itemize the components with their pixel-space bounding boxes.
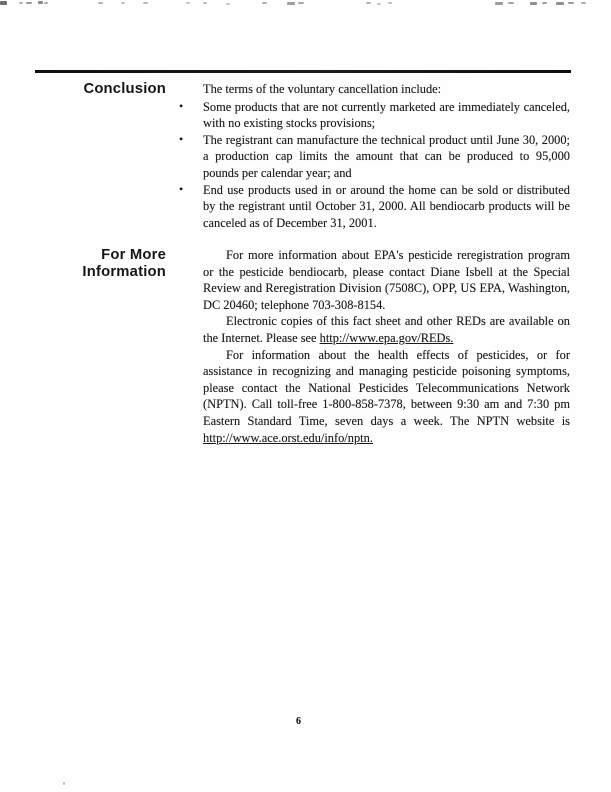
scan-artifact	[366, 2, 371, 4]
page-number: 6	[296, 716, 301, 727]
electronic-copies-text: Electronic copies of this fact sheet and other REDs are available on the Internet. Please see	[203, 314, 570, 345]
bullet-text: Some products that are not currently marketed are immediately canceled, with no existing stocks provisions;	[203, 99, 570, 131]
scan-artifact	[98, 2, 103, 4]
conclusion-heading: Conclusion	[83, 81, 166, 97]
for-more-paragraph-nptn	[203, 347, 570, 447]
scan-artifact	[0, 1, 7, 5]
section-for-more-information	[0, 247, 570, 446]
nptn-website-link[interactable]: http://www.ace.orst.edu/info/nptn.	[203, 430, 373, 445]
for-more-paragraph-contact: For more information about EPA's pesticide reregistration program or the pesticide bendiocarb, please contact Diane Isbell at the Special Review and Reregistration Division (7508C), OPP, US EPA, Washington, DC 20460; telephone 703-308-8154.	[203, 248, 570, 312]
scan-artifact	[26, 2, 32, 4]
header-rule	[35, 70, 571, 73]
bullet-icon: •	[179, 131, 184, 146]
scan-artifact	[121, 2, 125, 4]
scan-artifact	[556, 2, 564, 5]
scan-artifact	[186, 2, 190, 4]
scan-artifact	[568, 2, 574, 4]
conclusion-body-column	[179, 81, 570, 231]
for-more-heading-line1: For More	[101, 247, 166, 263]
scan-artifact	[287, 2, 295, 5]
bullet-text: End use products used in or around the home can be sold or distributed by the registrant until October 31, 2000. All bendiocarb products will be canceled as of December 31, 2001.	[203, 182, 570, 230]
scan-artifact	[38, 1, 43, 4]
scan-artifact	[203, 2, 207, 4]
section-conclusion	[0, 81, 570, 231]
scan-artifact	[298, 2, 304, 4]
scan-artifact	[581, 2, 586, 4]
conclusion-bullet-list	[179, 98, 570, 232]
scan-artifact	[388, 2, 392, 4]
for-more-heading-line2: Information	[82, 264, 166, 280]
for-more-heading-column	[0, 247, 166, 281]
scan-artifact	[44, 2, 48, 4]
scan-artifact	[226, 3, 230, 5]
conclusion-intro-text: The terms of the voluntary cancellation include:	[203, 82, 442, 96]
bullet-item	[179, 98, 570, 132]
bullet-icon: •	[179, 181, 184, 196]
bullet-item	[179, 181, 570, 232]
scan-artifact	[19, 2, 23, 4]
scan-artifact	[508, 2, 514, 4]
scan-artifact	[530, 2, 537, 5]
nptn-text: For information about the health effects of pesticides, or for assistance in recognizing and managing pesticide poisoning symptoms, please contact the National Pesticides Telecommunications Network (NPTN). Call toll-free 1-800-858-7378, between 9:30 am and 7:30 pm Eastern Standard Time, seven days a week. The NPTN website is	[203, 347, 570, 428]
bullet-text: The registrant can manufacture the technical product until June 30, 2000; a production cap limits the amount that can be produced to 95,000 pounds per calendar year; and	[203, 132, 570, 180]
bullet-item	[179, 131, 570, 182]
scan-artifact	[377, 3, 381, 5]
scan-artifact	[143, 2, 148, 4]
epa-reds-link[interactable]: http://www.epa.gov/REDs.	[319, 330, 454, 345]
bullet-icon: •	[179, 98, 184, 113]
scan-artifact	[262, 2, 267, 4]
scan-artifact	[495, 2, 503, 5]
scan-artifact	[542, 2, 547, 4]
conclusion-heading-column	[0, 81, 166, 98]
scan-artifact	[63, 782, 65, 785]
for-more-paragraph-electronic-copies	[203, 313, 570, 346]
for-more-body-column	[203, 247, 570, 446]
